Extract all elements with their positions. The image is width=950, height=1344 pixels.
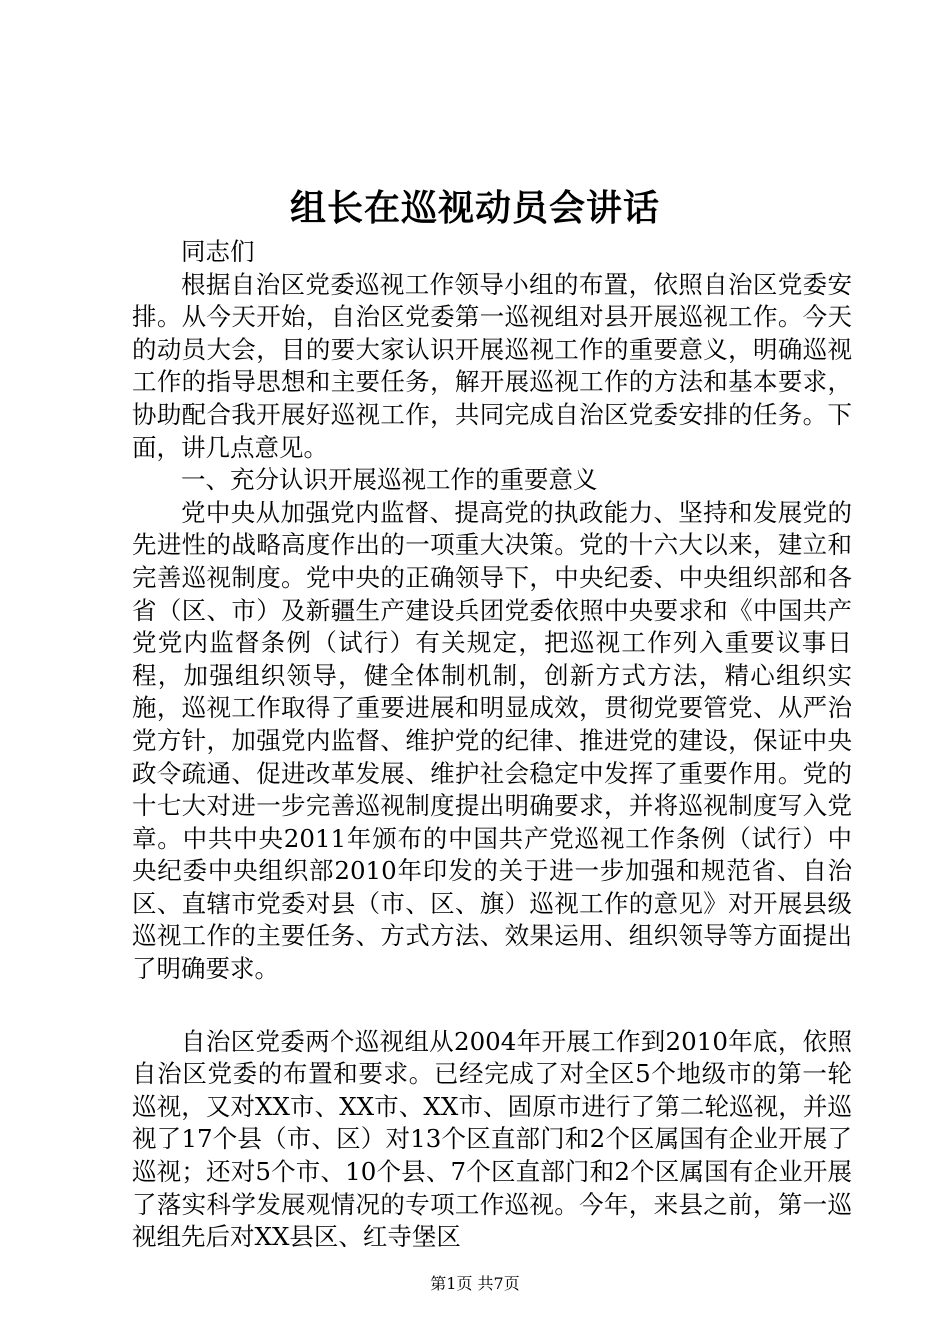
page-title: 组长在巡视动员会讲话: [289, 187, 660, 229]
paragraph-intro: 根据自治区党委巡视工作领导小组的布置，依照自治区党委安排。从今天开始，自治区党委第一巡视组对县开展巡视工作。今天的动员大会，目的要大家认识开展巡视工作的重要意义，明确巡视工作的指导思想和主要任务，解开展巡视工作的方法和基本要求，协助配合我开展好巡视工作，共同完成自治区党委安排的任务。下面，讲几点意见。: [132, 269, 852, 462]
section-heading: 一、充分认识开展巡视工作的重要意义: [181, 465, 598, 495]
salutation: 同志们: [181, 237, 255, 266]
paragraph-significance: 党中央从加强党内监督、提高党的执政能力、坚持和发展党的先进性的战略高度作出的一项重大决策。党的十六大以来，建立和完善巡视制度。党中央的正确领导下，中央纪委、中央组织部和各省（区、市）及新疆生产建设兵团党委依照中央要求和《中国共产党党内监督条例（试行）有关规定，把巡视工作列入重要议事日程，加强组织领导，健全体制机制，创新方式方法，精心组织实施，巡视工作取得了重要进展和明显成效，贯彻党要管党、从严治党方针，加强党内监督、维护党的纪律、推进党的建设，保证中央政令疏通、促进改革发展、维护社会稳定中发挥了重要作用。党的十七大对进一步完善巡视制度提出明确要求，并将巡视制度写入党章。中共中央2011年颁布的中国共产党巡视工作条例（试行）中央纪委中央组织部2010年印发的关于进一步加强和规范省、自治区、直辖市党委对县（市、区、旗）巡视工作的意见》对开展县级巡视工作的主要任务、方式方法、效果运用、组织领导等方面提出了明确要求。: [132, 497, 852, 984]
document-body: [132, 236, 852, 1254]
paragraph-history: 自治区党委两个巡视组从2004年开展工作到2010年底，依照自治区党委的布置和要求。已经完成了对全区5个地级市的第一轮巡视，又对XX市、XX市、XX市、固原市进行了第二轮巡视，并巡视了17个县（市、区）对13个区直部门和2个区属国有企业开展了巡视；还对5个市、10个县、7个区直部门和2个区属国有企业开展了落实科学发展观情况的专项工作巡视。今年，来县之前，第一巡视组先后对XX县区、红寺堡区: [132, 1026, 852, 1252]
paragraph-gap: [132, 986, 852, 1026]
page-footer: 第1页 共7页: [430, 1274, 520, 1293]
